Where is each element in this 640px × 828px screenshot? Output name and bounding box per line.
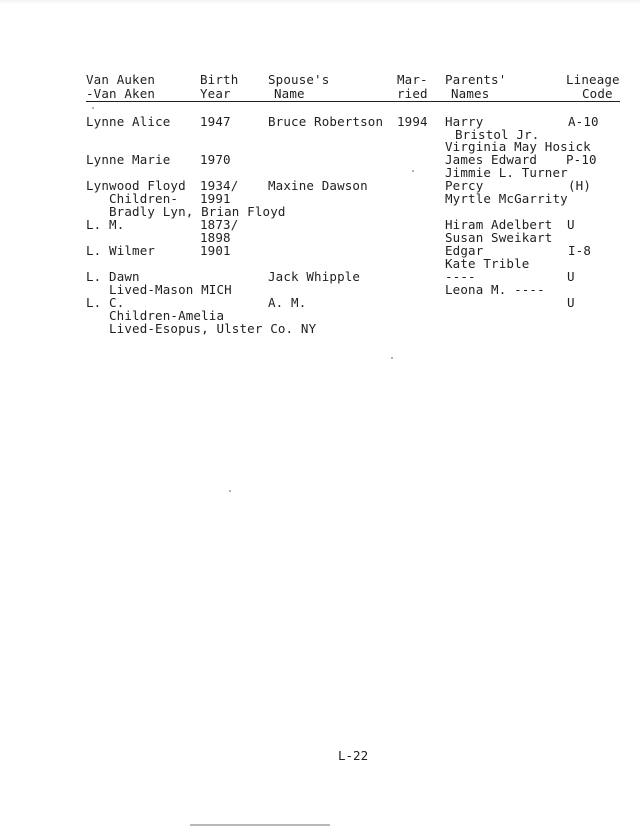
entry-code: I-8 xyxy=(568,243,592,258)
entry-spouse: Maxine Dawson xyxy=(268,178,368,193)
entry-birth: 1970 xyxy=(200,152,231,167)
entry-spouse: Bruce Robertson xyxy=(268,114,384,129)
entry-name: L. C. xyxy=(86,295,125,310)
entry-birth: 1947 xyxy=(200,114,231,129)
entry-spouse: A. M. xyxy=(268,295,307,310)
entry-code: U xyxy=(567,269,575,284)
header-spouse-line2: Name xyxy=(274,86,305,101)
entry-birth: 1934/ xyxy=(200,178,239,193)
entry-parent: Bristol Jr. xyxy=(455,127,540,142)
entry-note: Children-Amelia xyxy=(109,308,225,323)
entry-name: L. M. xyxy=(86,217,125,232)
entry-code: A-10 xyxy=(568,114,599,129)
entry-code: U xyxy=(567,295,575,310)
scan-edge-bottom xyxy=(190,824,330,826)
entry-death: 1898 xyxy=(200,230,231,245)
header-married-line1: Mar- xyxy=(397,72,428,87)
scan-edge-top xyxy=(0,0,640,4)
entry-note: Lived-Mason MICH xyxy=(109,282,232,297)
entry-code: (H) xyxy=(568,178,592,193)
entry-code: U xyxy=(567,217,575,232)
entry-note: Children- xyxy=(109,191,179,206)
scan-speck xyxy=(412,170,414,172)
header-lineage-line1: Lineage xyxy=(566,72,620,87)
entry-parent: Jimmie L. Turner xyxy=(445,165,568,180)
entry-name: Lynne Alice xyxy=(86,114,171,129)
entry-name: Lynwood Floyd xyxy=(86,178,186,193)
entry-birth: 1873/ xyxy=(200,217,239,232)
entry-parent: Harry xyxy=(445,114,484,129)
entry-married: 1994 xyxy=(397,114,428,129)
header-married-line2: ried xyxy=(397,86,428,101)
header-parents-line1: Parents' xyxy=(445,72,507,87)
scan-speck xyxy=(391,357,393,359)
entry-name: L. Dawn xyxy=(86,269,140,284)
entry-parent: Edgar xyxy=(445,243,484,258)
entry-note: Lived-Esopus, Ulster Co. NY xyxy=(109,321,317,336)
entry-name: Lynne Marie xyxy=(86,152,171,167)
entry-parent: James Edward xyxy=(445,152,538,167)
entry-death: 1991 xyxy=(200,191,231,206)
header-birth-line1: Birth xyxy=(200,72,239,87)
entry-parent: Hiram Adelbert xyxy=(445,217,553,232)
entry-parent: ---- xyxy=(445,269,476,284)
entry-spouse: Jack Whipple xyxy=(268,269,361,284)
entry-note: Bradly Lyn, Brian Floyd xyxy=(109,204,286,219)
scan-speck xyxy=(229,490,231,492)
header-rule xyxy=(86,101,620,102)
header-spouse-line1: Spouse's xyxy=(268,72,330,87)
header-name-line2: -Van Aken xyxy=(86,86,156,101)
entry-parent: Leona M. ---- xyxy=(445,282,545,297)
header-birth-line2: Year xyxy=(200,86,231,101)
entry-parent: Susan Sweikart xyxy=(445,230,553,245)
header-parents-line2: Names xyxy=(451,86,490,101)
entry-parent: Myrtle McGarrity xyxy=(445,191,568,206)
entry-parent: Percy xyxy=(445,178,484,193)
scan-speck xyxy=(92,107,94,109)
entry-parent: Virginia May Hosick xyxy=(445,139,591,154)
header-lineage-line2: Code xyxy=(582,86,613,101)
page-number: L-22 xyxy=(338,748,369,763)
entry-code: P-10 xyxy=(566,152,597,167)
entry-parent: Kate Trible xyxy=(445,256,530,271)
entry-name: L. Wilmer xyxy=(86,243,156,258)
entry-birth: 1901 xyxy=(200,243,231,258)
header-name-line1: Van Auken xyxy=(86,72,156,87)
